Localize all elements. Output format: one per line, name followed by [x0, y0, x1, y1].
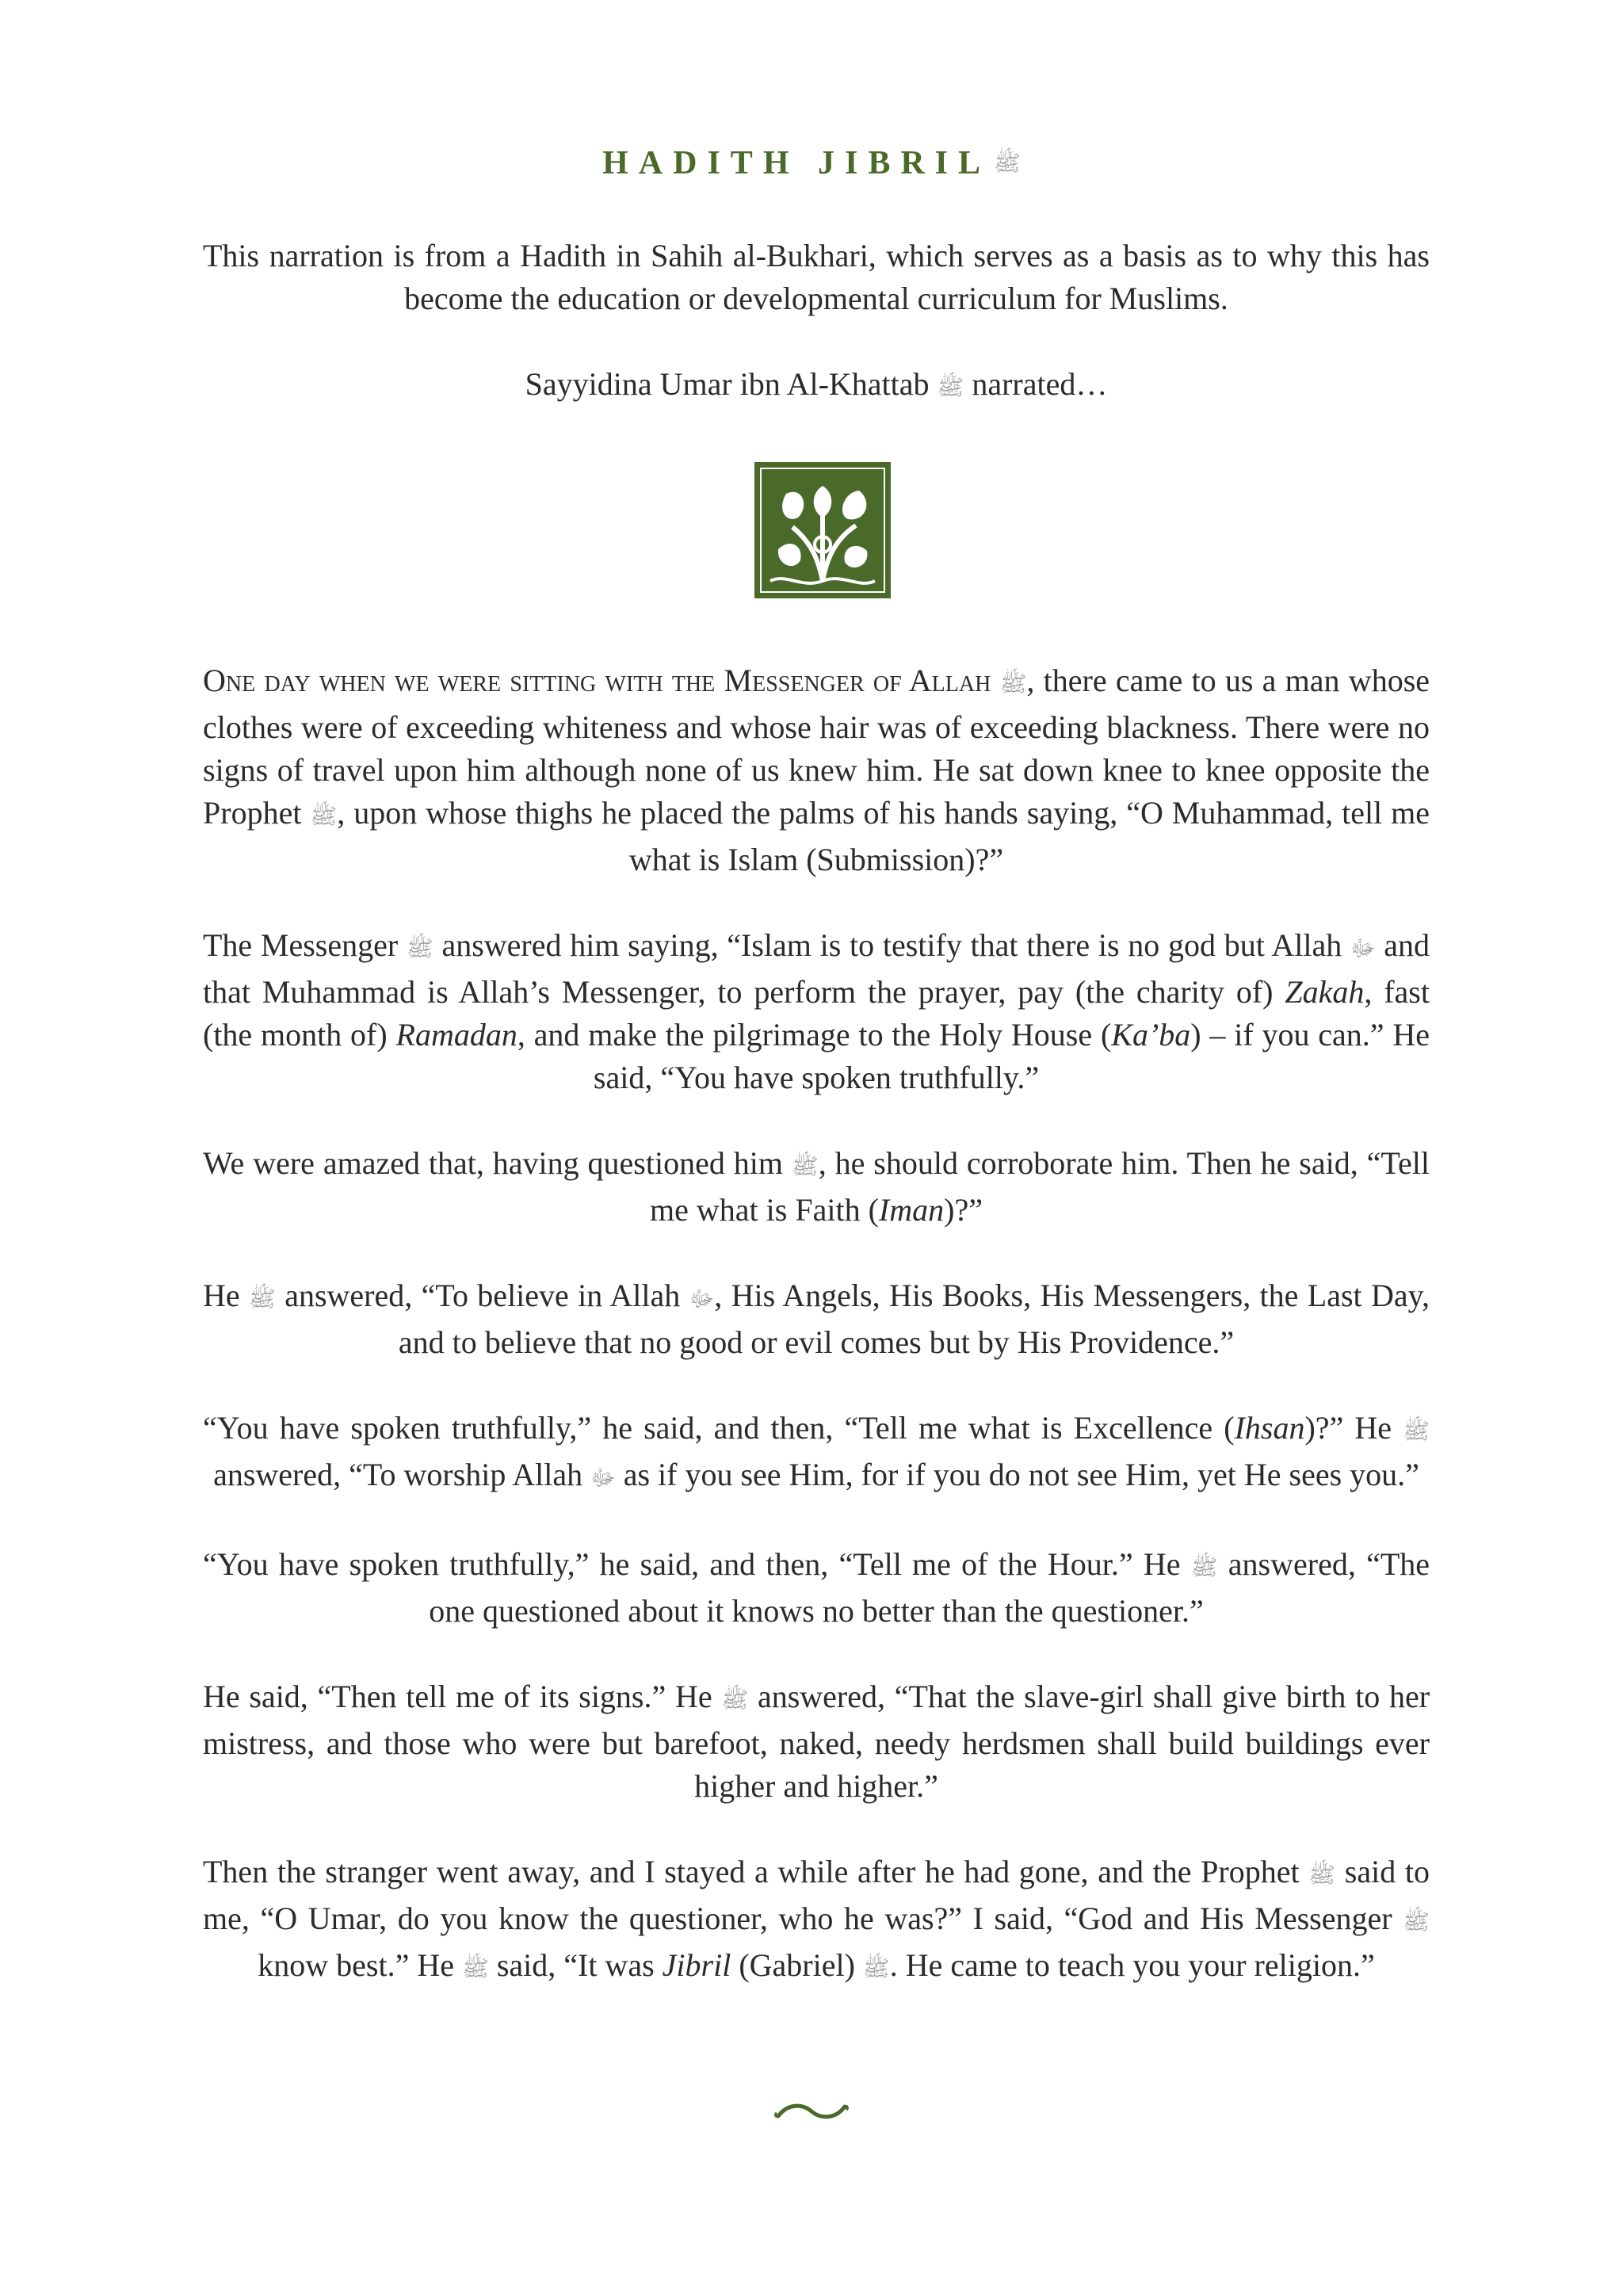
paragraph-3: We were amazed that, having questioned him ﷺ, he should corroborate him. Then he said, “Tell me what is Faith (Iman)?” — [203, 1145, 1430, 1228]
paragraph-6: “You have spoken truthfully,” he said, and then, “Tell me of the Hour.” He ﷺ answered, “The one questioned about it knows no better than the questioner.” — [203, 1546, 1430, 1629]
paragraph-4: He ﷺ answered, “To believe in Allah ﷻ, His Angels, His Books, His Messengers, the Last Day, and to believe that no good or evil comes but by His Providence.” — [203, 1278, 1430, 1360]
tilde-flourish-icon — [772, 2095, 851, 2127]
illuminated-leaf-initial-icon — [754, 462, 891, 598]
intro-paragraph: This narration is from a Hadith in Sahih al-Bukhari, which serves as a basis as to why this has become the education or developmental curriculum for Muslims. — [203, 238, 1430, 316]
honorific-glyph: ﷺ — [937, 376, 964, 400]
intro-block — [203, 235, 1430, 320]
title-honorific: ﷺ — [994, 151, 1021, 177]
paragraph-7: He said, “Then tell me of its signs.” He ﷺ answered, “That the slave-girl shall give birth to her mistress, and those who were but barefoot, naked, needy herdsmen shall build buildings ever higher and higher.” — [203, 1679, 1430, 1804]
paragraph-1: One day when we were sitting with the Messenger of Allah ﷺ, there came to us a man whose clothes were of exceeding whiteness and whose hair was of exceeding blackness. There were no signs of travel upon him although none of us knew him. He sat down knee to knee opposite the Prophet ﷺ, upon whose thighs he placed the palms of his hands saying, “O Muhammad, tell me what is Islam (Submission)?” — [203, 663, 1430, 877]
narrator-suffix: narrated… — [972, 366, 1108, 402]
paragraph-5: “You have spoken truthfully,” he said, and then, “Tell me what is Excellence (Ihsan)?” He ﷺ answered, “To worship Allah ﷻ as if you see Him, for if you do not see Him, yet He sees you.” — [203, 1410, 1430, 1492]
title-text: HADITH JIBRIL — [602, 145, 991, 181]
page-title — [0, 144, 1623, 182]
hadith-text — [203, 659, 1430, 1991]
narrator-line — [203, 363, 1430, 410]
narrator-block — [203, 363, 1430, 410]
paragraph-8: Then the stranger went away, and I stayed a while after he had gone, and the Prophet ﷺ said to me, “O Umar, do you know the questioner, who he was?” I said, “God and His Messenger ﷺ know best.” He ﷺ said, “It was Jibril (Gabriel) ﷺ. He came to teach you your religion.” — [203, 1854, 1430, 1983]
narrator-text: Sayyidina Umar ibn Al-Khattab — [525, 366, 930, 402]
paragraph-2: The Messenger ﷺ answered him saying, “Islam is to testify that there is no god but Allah ﷻ and that Muhammad is Allah’s Messenger, to perform the prayer, pay (the charity of) Zakah, fast (the month of) Ramadan, and make the pilgrimage to the Holy House (Ka’ba) – if you can.” He said, “You have spoken truthfully.” — [203, 927, 1430, 1095]
